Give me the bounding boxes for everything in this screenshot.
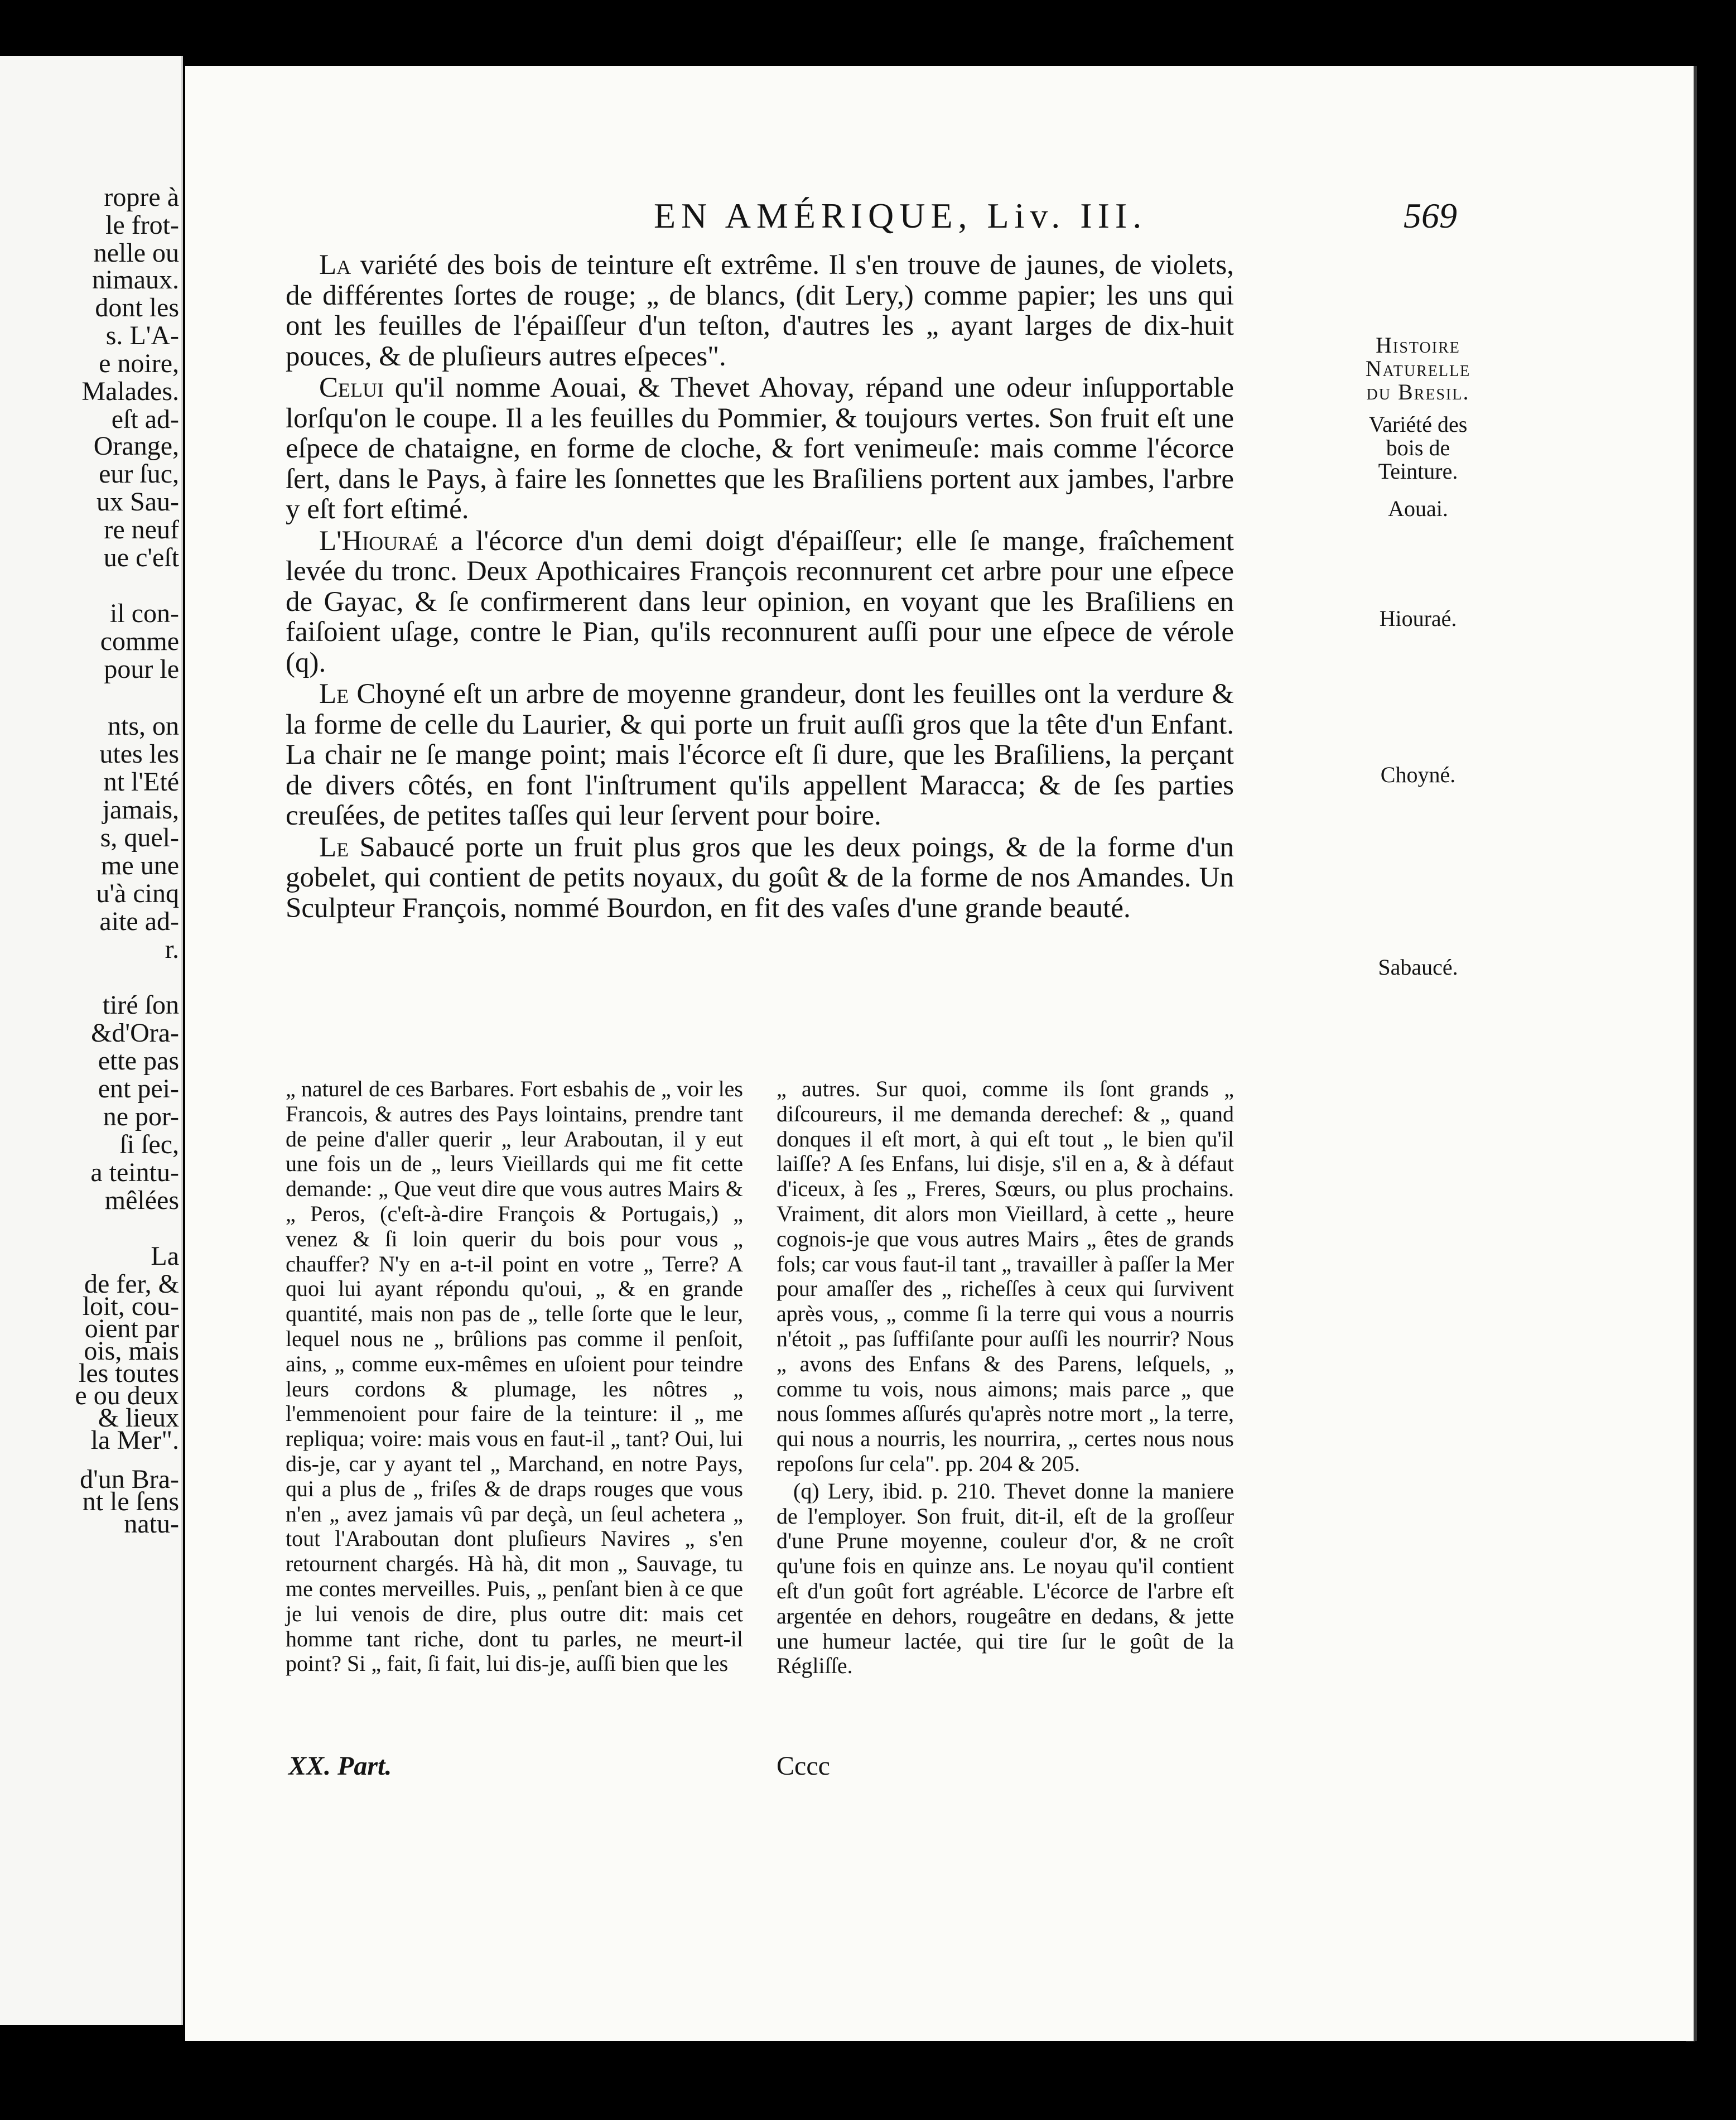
margin-note-section: Histoire Naturelle du Bresil. <box>1365 333 1471 404</box>
paragraph-hiourae: L'Hiouraé a l'écorce d'un demi doigt d'épaiſſeur; elle ſe mange, fraîchement levée du tronc. Deux Apothicaires François reconnurent cet arbre pour une eſpece de Gayac, & ſe confirmerent dans leur opinion, en voyant que les Braſiliens en faiſoient uſage, contre le Pian, qu'ils reconnurent auſſi pour une eſpece de vérole (q). <box>286 525 1234 678</box>
facing-page-line: dont les <box>95 293 179 322</box>
book-page <box>185 66 1697 2041</box>
facing-page-line: oient par <box>84 1314 179 1343</box>
facing-page-line: a teintu- <box>90 1158 179 1187</box>
footnote-q: (q) Lery, ibid. p. 210. Thevet donne la maniere de l'employer. Son fruit, dit-il, eſt de la groſſeur d'une Prune moyenne, couleur d'or, & ne croît qu'une fois en quinze ans. Le noyau qu'il contient eſt d'un goût fort agréable. L'écorce de l'arbre eſt argentée en dehors, rougeâtre en dedans, & jette une humeur lactée, qui tire ſur le goût de la Régliſſe. <box>777 1478 1234 1679</box>
facing-page-line: &d'Ora- <box>91 1018 179 1048</box>
facing-page-line: de fer, & <box>84 1269 179 1299</box>
facing-page-line: eur ſuc, <box>99 459 179 489</box>
facing-page-line: d'un Bra- <box>80 1464 179 1494</box>
facing-page-line: me une <box>101 851 179 880</box>
facing-page-line: nimaux. <box>92 265 179 295</box>
facing-page-line: pour le <box>104 654 179 684</box>
facing-page-line: nelle ou <box>93 238 179 268</box>
facing-page-line: loit, cou- <box>82 1292 179 1321</box>
facing-page-line: e noire, <box>99 349 179 378</box>
facing-page-line: nts, on <box>107 711 179 741</box>
facing-page-line: tiré ſon <box>102 990 179 1020</box>
facing-page-line: la Mer". <box>90 1425 179 1455</box>
facing-page-line: s, quel- <box>100 823 179 852</box>
facing-page-line: natu- <box>124 1509 179 1539</box>
footnote-quotation-part2: „ autres. Sur quoi, comme ils ſont grands „ diſcoureurs, il me demanda derechef: & „ quand donques il eſt mort, à qui eſt tout „ le bien qu'il laiſſe? A ſes Enfans, lui disje, s'il en a, & à défaut d'iceux, à ſes „ Freres, Sœurs, ou plus prochains. Vraiment, dit alors mon Vieillard, à cette „ heure cognois-je que vous autres Mairs „ êtes de grands fols; car vous faut-il tant „ travailler à paſſer la Mer pour amaſſer des „ richeſſes à ceux qui ſurvivent après vous, „ comme ſi la terre qui vous a nourris n'étoit „ pas ſuffiſante pour auſſi les nourrir? Nous „ avons des Enfans & des Parens, leſquels, „ comme tu vois, nous aimons; mais parce „ que nous ſommes aſſurés qu'après notre mort „ la terre, qui nous a nourris, les nourrira, „ certes nous nous repoſons ſur cela". pp. 204 & 205. <box>777 1076 1234 1476</box>
facing-page-line: il con- <box>110 599 179 628</box>
running-head: EN AMÉRIQUE, Liv. III. <box>654 196 1147 235</box>
facing-page-line: La <box>151 1241 179 1271</box>
facing-page-line: r. <box>165 934 179 964</box>
margin-note-hiourae: Hiouraé. <box>1379 606 1457 631</box>
facing-page-line: ent pei- <box>98 1074 179 1104</box>
facing-page-line: le frot- <box>105 210 179 240</box>
facing-page-line: nt le ſens <box>82 1487 179 1516</box>
footnote-quotation-part1: „ naturel de ces Barbares. Fort esbahis de „ voir les Francois, & autres des Pays lointains, prendre tant de peine d'aller querir „ leur Araboutan, il y eut une fois un de „ leurs Vieillards qui me fit cette demande: „ Que veut dire que vous autres Mairs & „ Peros, (c'eſt-à-dire François & Portugais,) „ venez & ſi loin querir du bois pour vous „ chauffer? N'y en a-t-il point en votre „ Terre? A quoi lui ayant répondu qu'oui, „ & en grande quantité, mais non pas de „ telle ſorte que le leur, lequel nous ne „ brûlions pas comme il penſoit, ains, „ comme eux-mêmes en uſoient pour teindre leurs cordons & plumage, les nôtres „ l'emmenoient pour faire de la teinture: il „ me repliqua; voire: mais vous en faut-il „ tant? Oui, lui dis-je, car y ayant tel „ Marchand, en notre Pays, qui a plus de „ friſes & de draps rouges que vous n'en „ avez jamais vû par deçà, un ſeul achetera „ tout l'Araboutan dont pluſieurs Navires „ s'en retournent chargés. Hà hà, dit mon „ Sauvage, tu me contes merveilles. Puis, „ penſant bien à ce que je lui venois de dire, plus outre dit: mais cet homme tant riche, dont tu parles, ne meurt-il point? Si „ fait, ſi fait, lui dis-je, auſſi bien que les <box>286 1076 743 1676</box>
facing-page-line: u'à cinq <box>96 879 179 908</box>
paragraph-sabauce: Le Sabaucé porte un fruit plus gros que les deux poings, & de la forme d'un gobelet, qui contient de petits noyaux, du goût & de la forme de nos Amandes. Un Sculpteur François, nommé Bourdon, en fit des vaſes d'une grande beauté. <box>286 831 1235 924</box>
facing-page-line: ſi ſec, <box>119 1130 179 1159</box>
facing-page-line: ux Sau- <box>97 487 179 517</box>
facing-page-line: Malades. <box>81 377 179 406</box>
facing-page-line: utes les <box>99 739 179 769</box>
facing-page-line: ois, mais <box>84 1336 179 1366</box>
facing-page-line: comme <box>100 627 179 656</box>
facing-page-line: ropre à <box>104 182 179 212</box>
page-number: 569 <box>1404 196 1457 235</box>
facing-page-line: nt l'Eté <box>103 767 179 797</box>
facing-page-fragment <box>0 56 183 2025</box>
facing-page-line: ette pas <box>98 1046 179 1076</box>
footnote-column-left <box>286 1077 743 1676</box>
facing-page-line: les toutes <box>79 1358 179 1388</box>
signature-volume: XX. Part. <box>288 1751 392 1781</box>
paragraph-choyne: Le Choyné eſt un arbre de moyenne grandeur, dont les feuilles ont la verdure & la forme de celle du Laurier, & qui porte un fruit auſſi gros que la tête d'un Enfant. La chair ne ſe mange point; mais l'écorce eſt ſi dure, que les Braſiliens, la perçant de divers côtés, en font l'inſtrument qu'ils appellent Maracca; & de ſes parties creuſées, de petites taſſes qui leur ſervent pour boire. <box>286 678 1234 831</box>
margin-note-sabauce: Sabaucé. <box>1378 955 1458 980</box>
facing-page-line: e ou deux <box>75 1381 179 1410</box>
paragraph-dyewoods: La variété des bois de teinture eſt extrême. Il s'en trouve de jaunes, de violets, de différentes ſortes de rouge; „ de blancs, (dit Lery,) comme papier; les uns qui ont les feuilles de l'épaiſſeur d'un teſton, d'autres les „ ayant larges de dix-huit pouces, & de pluſieurs autres eſpeces". <box>286 249 1235 372</box>
paragraph-aouai: Celui qu'il nomme Aouai, & Thevet Ahovay, répand une odeur inſupportable lorſqu'on le coupe. Il a les feuilles du Pommier, & toujours vertes. Son fruit eſt une eſpece de chataigne, en forme de cloche, & fort venimeuſe: mais comme l'écorce ſert, dans le Pays, à faire les ſonnettes que les Braſiliens portent aux jambes, l'arbre y eſt fort eſtimé. <box>286 372 1234 525</box>
facing-page-line: Orange, <box>93 431 179 461</box>
facing-page-line: mêlées <box>104 1186 179 1215</box>
margin-note-aouai: Aouai. <box>1388 496 1448 521</box>
main-text <box>286 249 1471 980</box>
facing-page-line: ue c'eſt <box>103 543 179 572</box>
margin-note-dyewoods: Variété des bois de Teinture. <box>1368 412 1468 484</box>
margin-note-choyne: Choyné. <box>1380 762 1456 787</box>
facing-page-line: re neuf <box>104 515 179 545</box>
facing-page-line: aite ad- <box>99 907 179 936</box>
facing-page-line: eſt ad- <box>111 404 179 434</box>
page-header <box>486 195 1457 245</box>
facing-page-line: jamais, <box>102 795 179 825</box>
footnote-column-right <box>777 1077 1234 1679</box>
facing-page-line: & lieux <box>98 1403 179 1433</box>
facing-page-line: ne por- <box>103 1102 179 1131</box>
facing-page-line: s. L'A- <box>105 321 179 350</box>
signature-mark: Cccc <box>777 1751 830 1781</box>
